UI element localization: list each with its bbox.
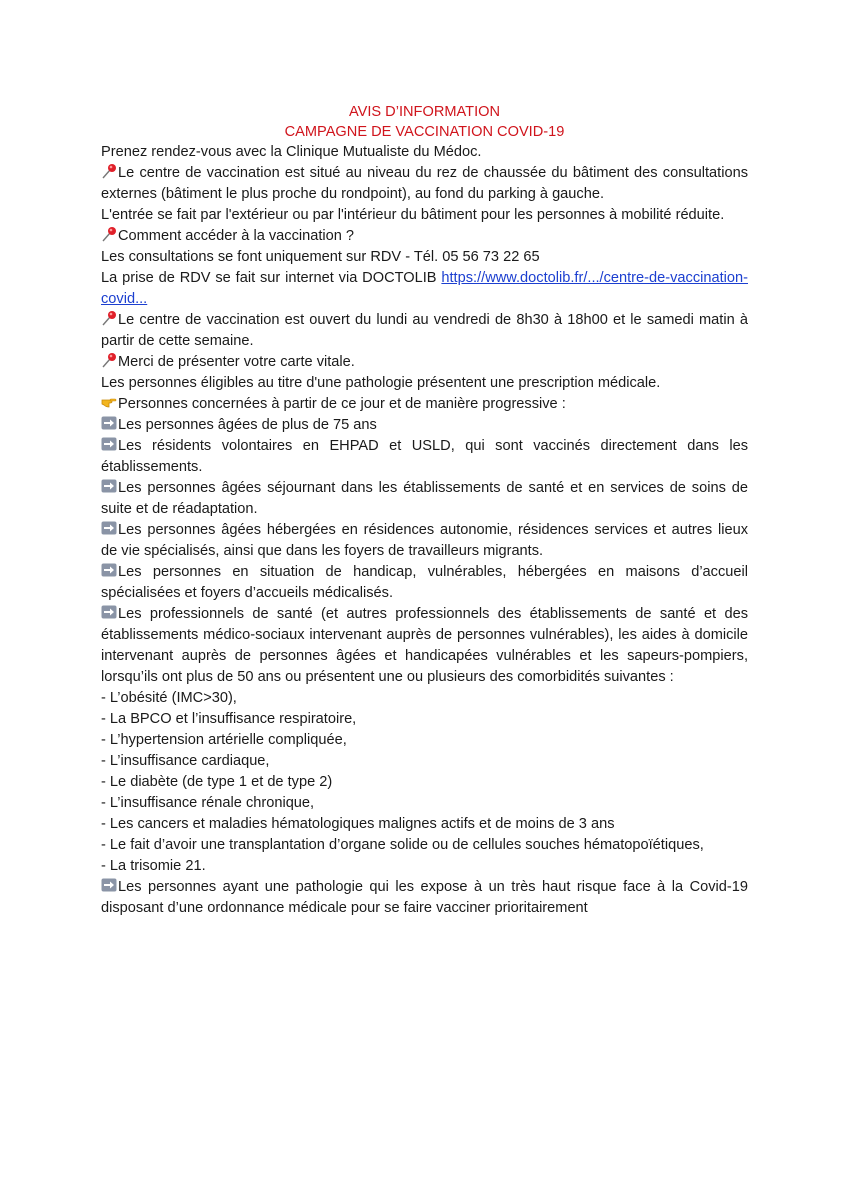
prescription-text: Les personnes éligibles au titre d'une pathologie présentent une prescription médicale. <box>101 375 661 391</box>
final-group-text: Les personnes ayant une pathologie qui les expose à un très haut risque face à la Covid-19 disposant d’une ordonnance médicale pour se faire vacciner prioritairement <box>101 879 748 916</box>
doctolib-link[interactable]: https://www.doctolib.fr/.../centre-de-vaccination-covid... <box>101 270 748 307</box>
group-item <box>101 436 748 478</box>
appointment-phone: Les consultations se font uniquement sur RDV - Tél. 05 56 73 22 65 <box>101 249 540 265</box>
pushpin-icon <box>101 310 117 326</box>
group-text: Les personnes âgées de plus de 75 ans <box>118 417 377 433</box>
group-text: Les professionnels de santé (et autres professionnels des établissements de santé et des établissements médico-sociaux intervenant auprès de personnes vulnérables), les aides à domicile intervenant auprès de personnes âgées et handicapées vulnérables et les sapeurs-pompiers, lorsqu’ils ont plus de 50 ans ou présentent une ou plusieurs des comorbidités suivantes : <box>101 606 748 685</box>
access-question: Comment accéder à la vaccination ? <box>118 228 355 244</box>
arrow-box-icon <box>101 877 117 893</box>
campaign-title: CAMPAGNE DE VACCINATION COVID-19 <box>284 124 565 140</box>
group-item <box>101 478 748 520</box>
arrow-box-icon <box>101 436 117 452</box>
access-question-line <box>101 226 748 247</box>
comorbidity-item: - L’obésité (IMC>30), <box>101 690 237 706</box>
notice-title: AVIS D’INFORMATION <box>348 104 501 120</box>
location-paragraph <box>101 163 748 205</box>
comorbidity-item: - L’hypertension artérielle compliquée, <box>101 732 347 748</box>
group-text: Les résidents volontaires en EHPAD et USLD, qui sont vaccinés directement dans les établissements. <box>101 438 748 475</box>
arrow-box-icon <box>101 478 117 494</box>
concerned-intro: Personnes concernées à partir de ce jour et de manière progressive : <box>118 396 566 412</box>
entrance-text: L'entrée se fait par l'extérieur ou par l'intérieur du bâtiment pour les personnes à mobilité réduite. <box>101 207 725 223</box>
group-text: Les personnes âgées séjournant dans les établissements de santé et en services de soins de suite et de réadaptation. <box>101 480 748 517</box>
pushpin-icon <box>101 163 117 179</box>
arrow-box-icon <box>101 415 117 431</box>
opening-hours: Le centre de vaccination est ouvert du lundi au vendredi de 8h30 à 18h00 et le samedi matin à partir de cette semaine. <box>101 312 748 349</box>
arrow-box-icon <box>101 562 117 578</box>
comorbidity-item: - La trisomie 21. <box>101 858 206 874</box>
document-page <box>101 102 748 919</box>
carte-vitale-line <box>101 352 748 373</box>
group-text: Les personnes en situation de handicap, vulnérables, hébergées en maisons d’accueil spécialisées et foyers d’accueils médicalisés. <box>101 564 748 601</box>
carte-vitale: Merci de présenter votre carte vitale. <box>118 354 355 370</box>
location-text: Le centre de vaccination est situé au niveau du rez de chaussée du bâtiment des consultations externes (bâtiment le plus proche du rondpoint), au fond du parking à gauche. <box>101 165 748 202</box>
comorbidity-item: - Le diabète (de type 1 et de type 2) <box>101 774 333 790</box>
group-item <box>101 520 748 562</box>
group-item <box>101 562 748 604</box>
pushpin-icon <box>101 352 117 368</box>
final-group-item <box>101 877 748 919</box>
comorbidity-item: - Le fait d’avoir une transplantation d’organe solide ou de cellules souches hématopoïétiques, <box>101 837 704 853</box>
comorbidity-item: - L’insuffisance cardiaque, <box>101 753 270 769</box>
arrow-box-icon <box>101 520 117 536</box>
group-item <box>101 415 748 436</box>
concerned-intro-line <box>101 394 748 415</box>
pushpin-icon <box>101 226 117 242</box>
appointment-internet-text: La prise de RDV se fait sur internet via DOCTOLIB <box>101 270 442 286</box>
group-item <box>101 604 748 688</box>
intro-text: Prenez rendez-vous avec la Clinique Mutualiste du Médoc. <box>101 144 482 160</box>
pointing-hand-icon <box>101 394 117 410</box>
opening-hours-line <box>101 310 748 352</box>
comorbidity-item: - Les cancers et maladies hématologiques malignes actifs et de moins de 3 ans <box>101 816 615 832</box>
arrow-box-icon <box>101 604 117 620</box>
comorbidity-item: - L’insuffisance rénale chronique, <box>101 795 315 811</box>
appointment-internet <box>101 268 748 310</box>
group-text: Les personnes âgées hébergées en résidences autonomie, résidences services et autres lieux de vie spécialisés, ainsi que dans les foyers de travailleurs migrants. <box>101 522 748 559</box>
comorbidity-item: - La BPCO et l’insuffisance respiratoire, <box>101 711 357 727</box>
